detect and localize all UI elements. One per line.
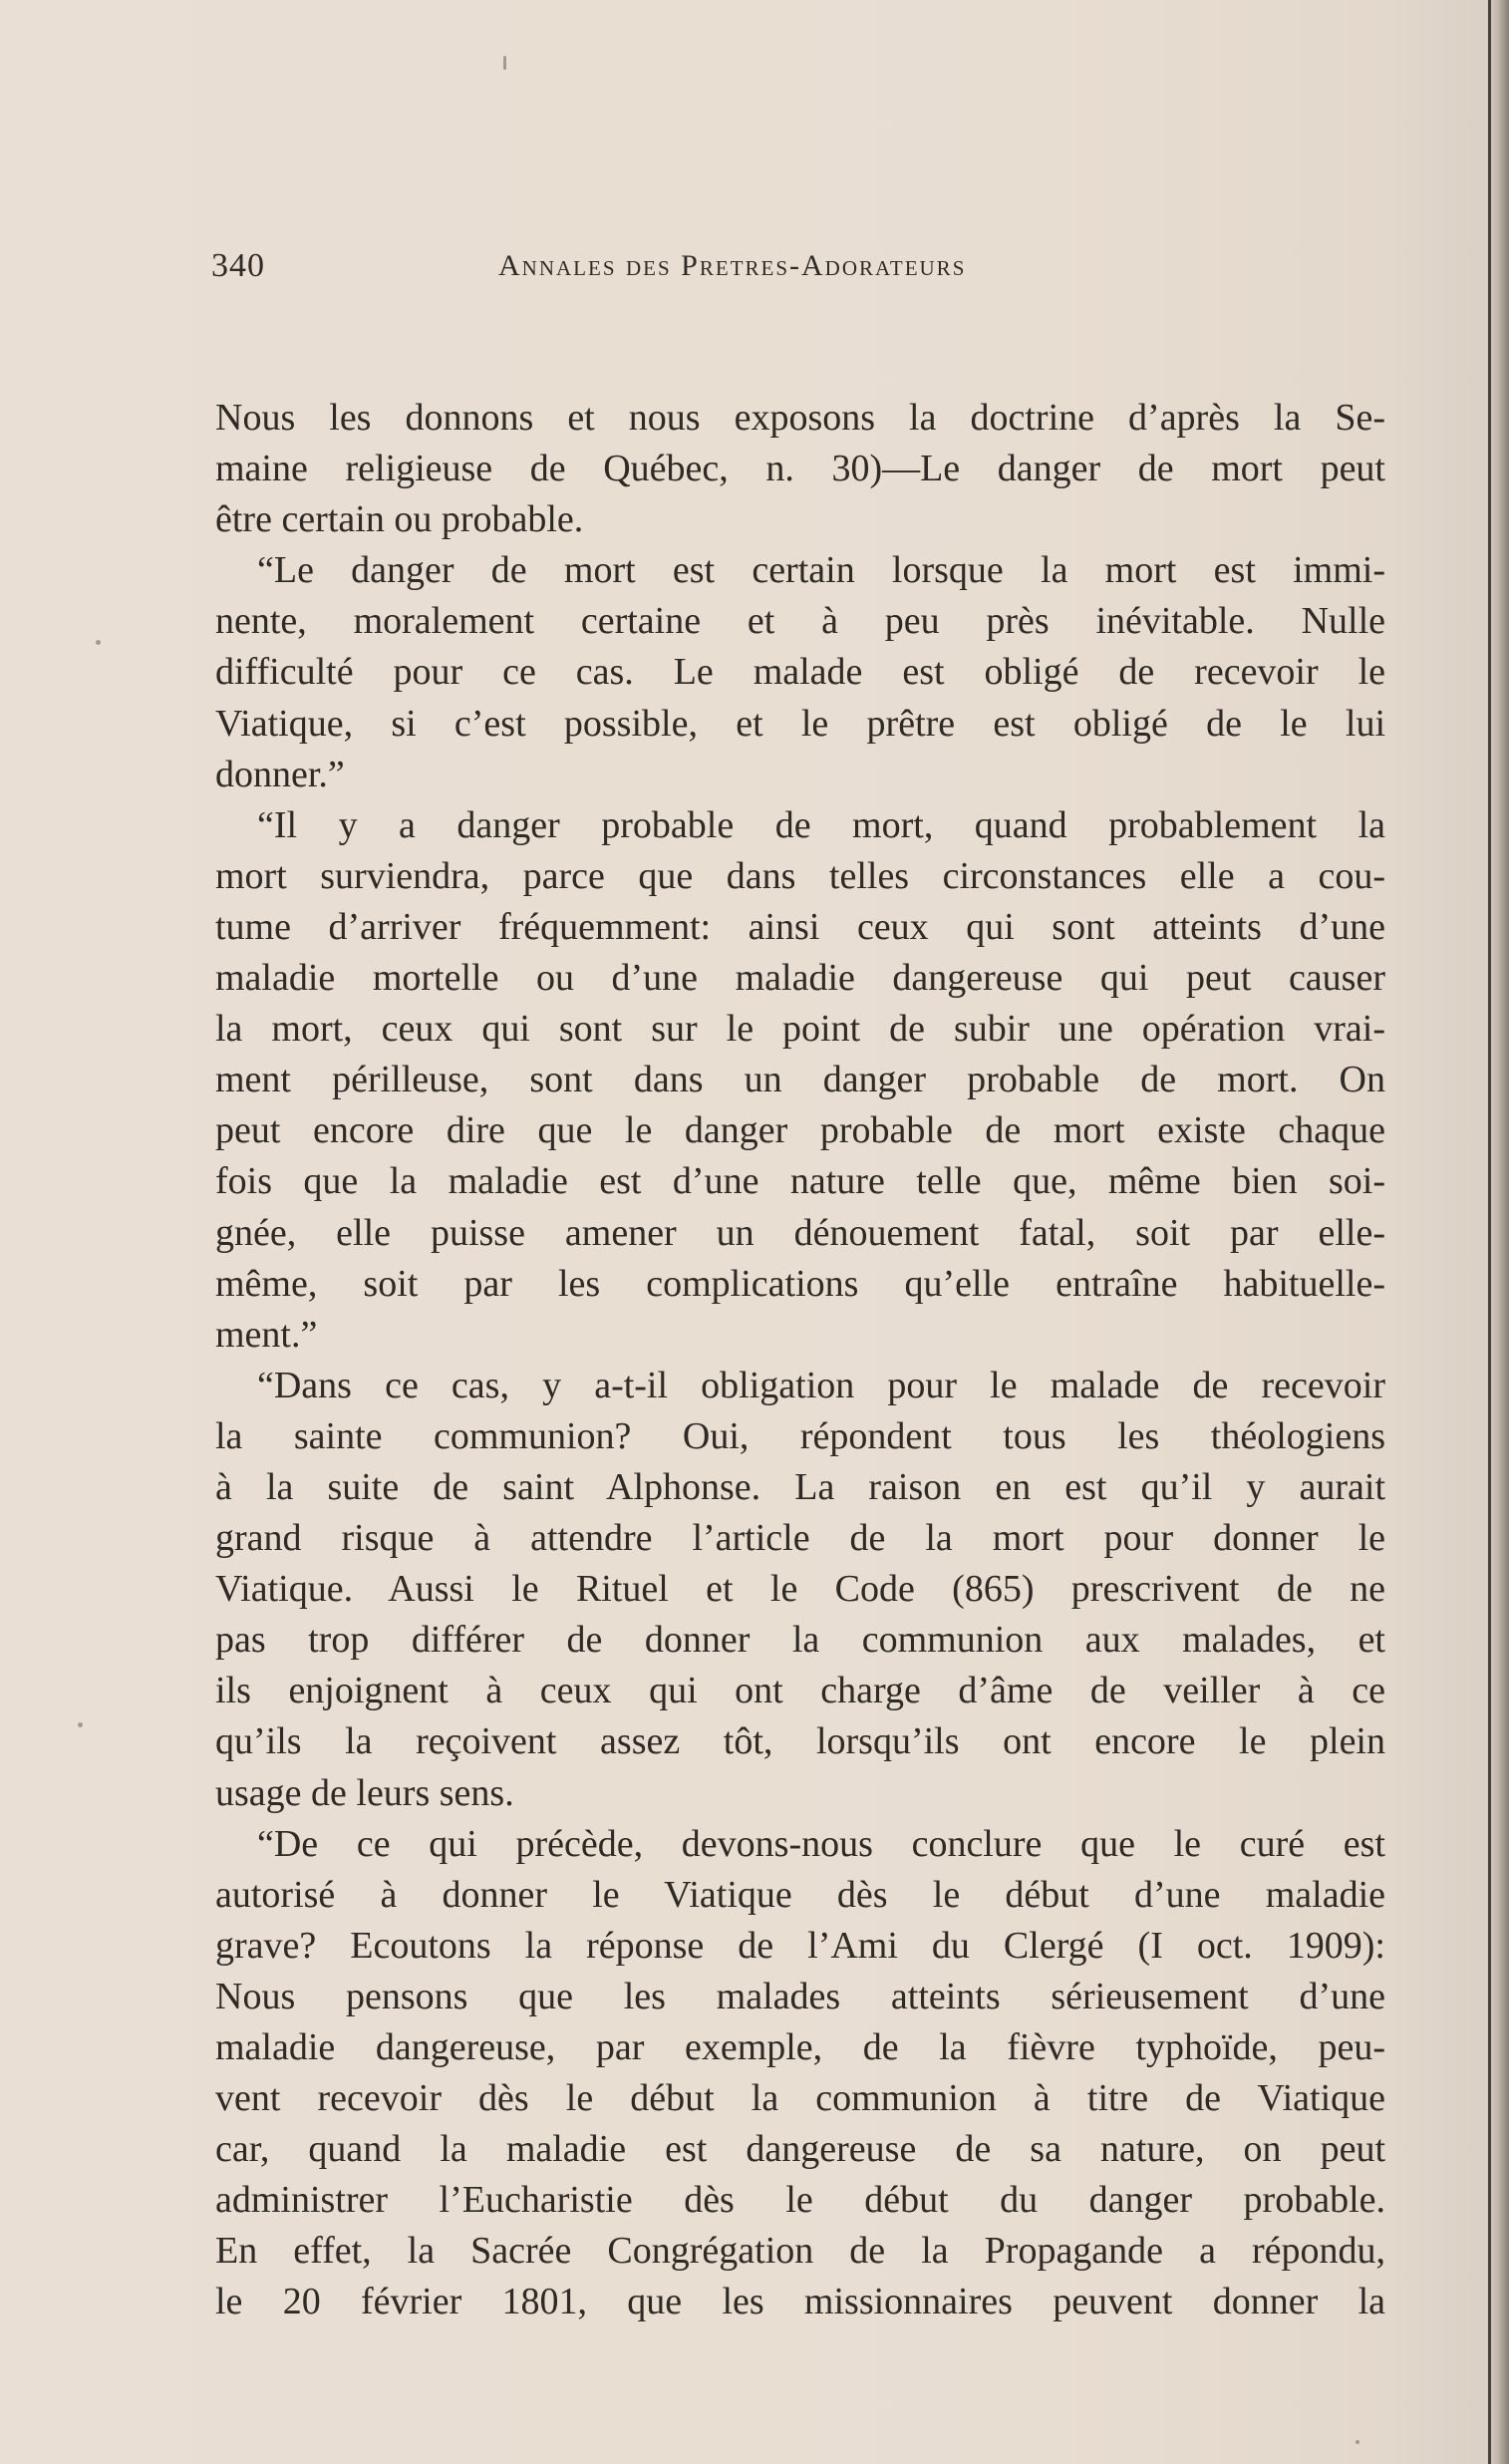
text-line: qu’ils la reçoivent assez tôt, lorsqu’ils ont encore le plein bbox=[215, 1720, 1385, 1763]
text-line: même, soit par les complications qu’elle entraîne habituelle- bbox=[215, 1262, 1385, 1305]
text-line: ils enjoignent à ceux qui ont charge d’âme de veiller à ce bbox=[215, 1670, 1385, 1712]
text-line: ment périlleuse, sont dans un danger probable de mort. On bbox=[215, 1059, 1385, 1101]
text-line: le 20 février 1801, que les missionnaires peuvent donner la bbox=[215, 2281, 1385, 2323]
text-line: fois que la maladie est d’une nature telle que, même bien soi- bbox=[215, 1160, 1385, 1203]
paper-speck bbox=[96, 640, 101, 645]
text-line: tume d’arriver fréquemment: ainsi ceux qui sont atteints d’une bbox=[215, 905, 1385, 948]
text-line: administrer l’Eucharistie dès le début du danger probable. bbox=[215, 2179, 1385, 2222]
body-text bbox=[215, 393, 1385, 2328]
text-line: grave? Ecoutons la réponse de l’Ami du Clergé (I oct. 1909): bbox=[215, 1924, 1385, 1967]
text-line: Viatique, si c’est possible, et le prêtre est obligé de le lui bbox=[215, 702, 1385, 745]
text-line: En effet, la Sacrée Congrégation de la Propagande a répondu, bbox=[215, 2230, 1385, 2273]
page-header bbox=[211, 247, 1387, 297]
running-head: Annales des Pretres-Adorateurs bbox=[498, 249, 967, 282]
text-line: usage de leurs sens. bbox=[215, 1771, 514, 1814]
text-line: ment.” bbox=[215, 1313, 318, 1356]
text-line: gnée, elle puisse amener un dénouement fatal, soit par elle- bbox=[215, 1211, 1385, 1254]
page-edge-line bbox=[1488, 0, 1491, 2464]
paper-speck bbox=[503, 56, 506, 70]
text-line: maladie mortelle ou d’une maladie dangereuse qui peut causer bbox=[215, 957, 1385, 1000]
paper-speck bbox=[78, 1722, 83, 1727]
text-line: “Il y a danger probable de mort, quand probablement la bbox=[257, 803, 1385, 846]
text-line: autorisé à donner le Viatique dès le début d’une maladie bbox=[215, 1873, 1385, 1916]
text-line: maladie dangereuse, par exemple, de la fièvre typhoïde, peu- bbox=[215, 2026, 1385, 2068]
text-line: la sainte communion? Oui, répondent tous les théologiens bbox=[215, 1414, 1385, 1457]
paper-speck bbox=[1356, 2440, 1359, 2444]
page-number: 340 bbox=[211, 247, 265, 284]
text-line: “Dans ce cas, y a-t-il obligation pour le malade de recevoir bbox=[257, 1364, 1385, 1406]
text-line: maine religieuse de Québec, n. 30)—Le danger de mort peut bbox=[215, 448, 1385, 490]
text-line: peut encore dire que le danger probable de mort existe chaque bbox=[215, 1109, 1385, 1152]
text-line: difficulté pour ce cas. Le malade est obligé de recevoir le bbox=[215, 651, 1385, 694]
text-line: grand risque à attendre l’article de la mort pour donner le bbox=[215, 1517, 1385, 1560]
text-line: donner.” bbox=[215, 753, 345, 795]
text-line: “Le danger de mort est certain lorsque la mort est immi- bbox=[257, 549, 1385, 592]
text-line: Nous les donnons et nous exposons la doctrine d’après la Se- bbox=[215, 397, 1385, 439]
text-line: à la suite de saint Alphonse. La raison en est qu’il y aurait bbox=[215, 1465, 1385, 1508]
text-line: mort surviendra, parce que dans telles circonstances elle a cou- bbox=[215, 854, 1385, 897]
text-line: car, quand la maladie est dangereuse de sa nature, on peut bbox=[215, 2128, 1385, 2171]
text-line: “De ce qui précède, devons-nous conclure que le curé est bbox=[257, 1822, 1385, 1865]
text-line: Nous pensons que les malades atteints sérieusement d’une bbox=[215, 1975, 1385, 2017]
text-line: la mort, ceux qui sont sur le point de subir une opération vrai- bbox=[215, 1008, 1385, 1051]
text-line: nente, moralement certaine et à peu près inévitable. Nulle bbox=[215, 600, 1385, 643]
text-line: pas trop différer de donner la communion aux malades, et bbox=[215, 1619, 1385, 1662]
text-line: être certain ou probable. bbox=[215, 498, 584, 541]
text-line: vent recevoir dès le début la communion à titre de Viatique bbox=[215, 2077, 1385, 2120]
text-line: Viatique. Aussi le Rituel et le Code (865) prescrivent de ne bbox=[215, 1568, 1385, 1611]
